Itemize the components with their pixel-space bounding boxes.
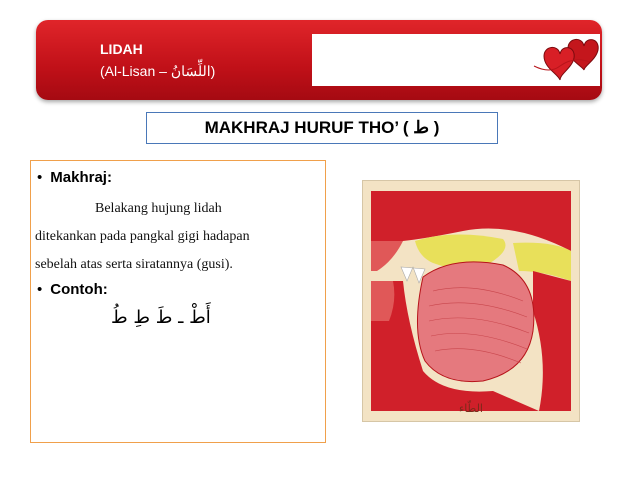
contoh-heading — [37, 281, 108, 298]
hearts-icon — [530, 26, 600, 86]
lower-lip-shape — [371, 281, 394, 321]
mouth-illustration — [363, 181, 579, 421]
makhraj-label: Makhraj: — [50, 169, 112, 186]
makhraj-heading — [37, 169, 112, 186]
heading-text: MAKHRAJ HURUF THO’ ( ط ) — [204, 118, 440, 137]
tongue-shape — [417, 262, 533, 382]
bullet-icon: • — [37, 281, 43, 298]
makhraj-text-line2: ditekankan pada pangkal gigi hadapan — [35, 229, 250, 244]
makhraj-text-line1: Belakang hujung lidah — [95, 201, 222, 216]
banner-title-line1: LIDAH — [100, 41, 143, 57]
banner-title-line2: (Al-Lisan – اللِّسَانُ) — [100, 63, 216, 79]
contoh-label: Contoh: — [50, 281, 108, 298]
banner-title — [100, 38, 215, 82]
bullet-icon: • — [37, 169, 43, 186]
makhraj-text-line3: sebelah atas serta siratannya (gusi). — [35, 257, 233, 272]
mouth-diagram — [362, 180, 580, 422]
figure-caption: الطّاء — [459, 402, 483, 415]
content-panel — [30, 160, 326, 443]
page-heading — [146, 112, 498, 144]
throat-shape — [533, 271, 571, 411]
teeth-shape — [401, 267, 425, 283]
contoh-arabic: أَطْ ـ طَ طِ طُ — [111, 307, 211, 328]
upper-lip-shape — [371, 241, 403, 271]
